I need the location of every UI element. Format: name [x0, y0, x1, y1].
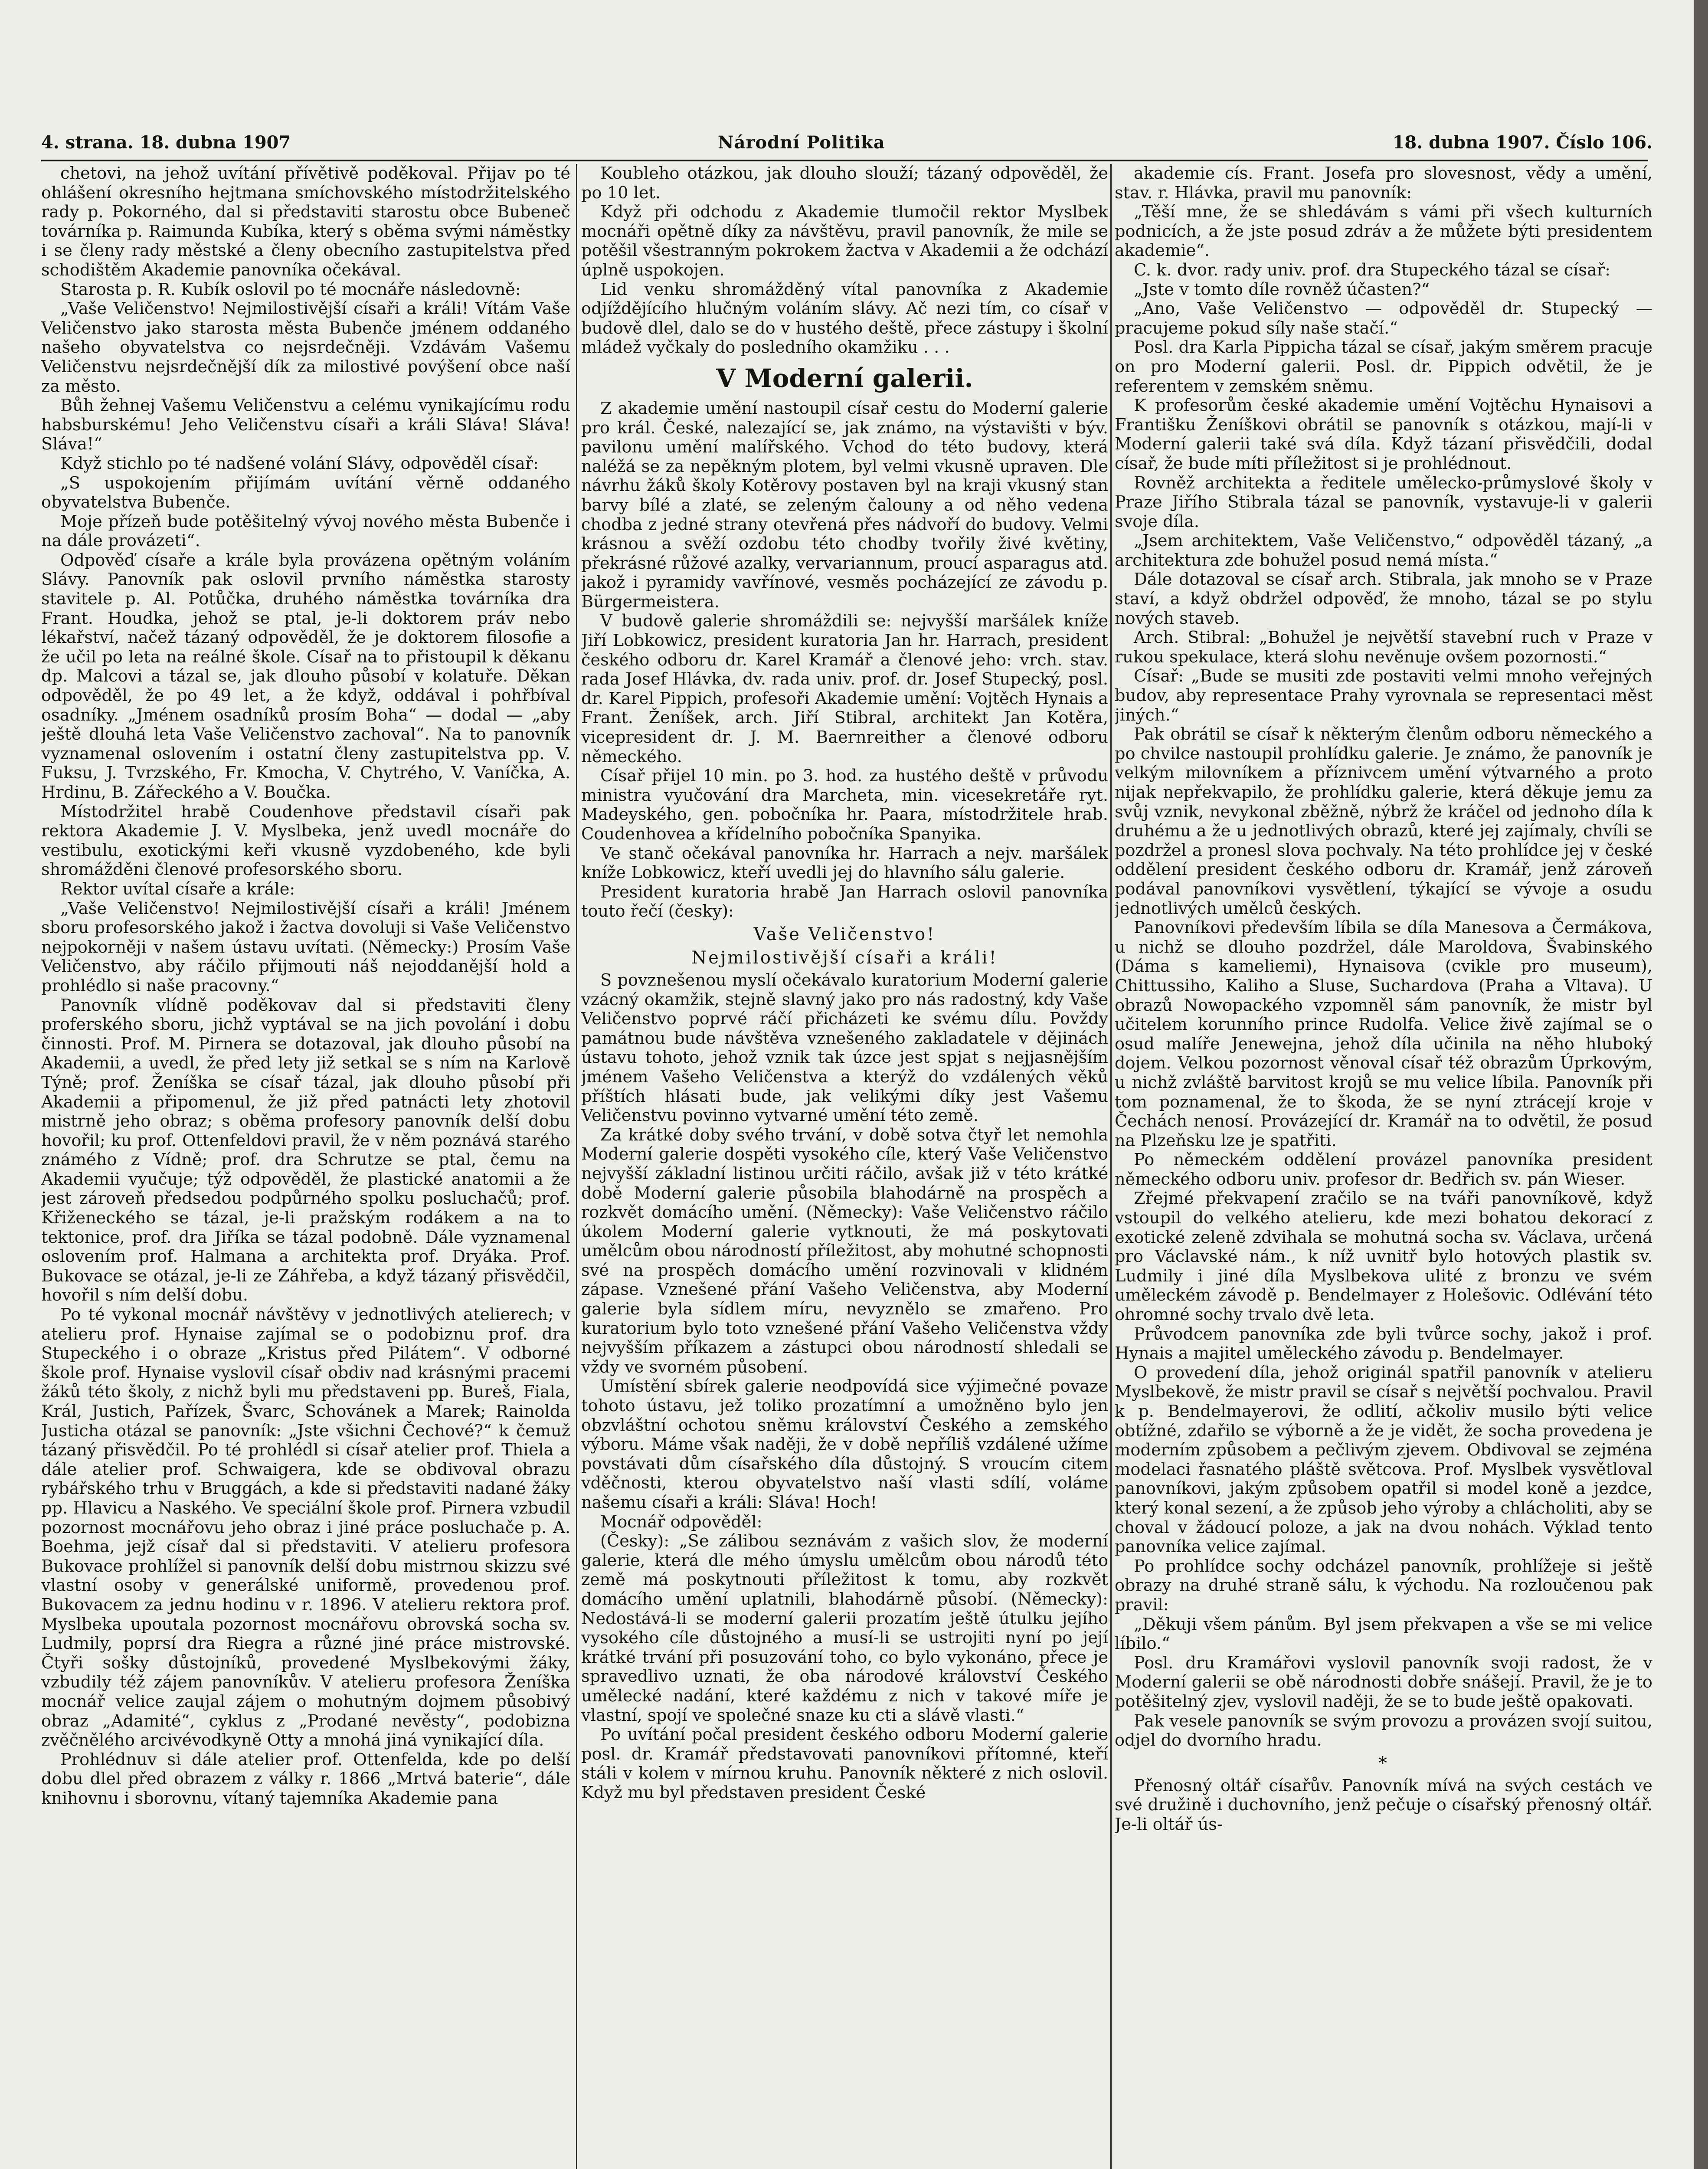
article-paragraph: Místodržitel hrabě Coudenhove představil císaři pak rektora Akademie J. V. Myslbeka, jenž uvedl mocnáře do vestibulu, exotickými keři vkusně vyzdobeného, kde byli shromážděni členové profesorského sboru.: [41, 802, 570, 880]
article-paragraph: Mocnář odpověděl:: [600, 1512, 762, 1532]
article-paragraph: Zřejmé překvapení zračilo se na tváři panovníkově, když vstoupil do velkého atelieru, kde mezi bohatou dekorací z exotické zeleně zdvihala se mohutná socha sv. Václava, určená pro Václavské nám., k níž uvnitř bylo hotových plastik sv. Ludmily i jiné díla Myslbekova ulité z bronzu ve svém uměleckém závodě p. Bendelmayer z Holešovic. Odlévání této ohromné sochy trvalo dvě leta.: [1115, 1189, 1652, 1325]
article-paragraph: Přenosný oltář císařův. Panovník mívá na svých cestách ve své družině i duchovního, jenž pečuje o císařský přenosný oltář. Je-li oltář ús-: [1115, 1776, 1652, 1834]
article-paragraph: Po prohlídce sochy odcházel panovník, prohlížeje si ještě obrazy na druhé straně sálu, k východu. Na rozloučenou pak pravil:: [1115, 1556, 1652, 1615]
article-paragraph: Panovníkovi především líbila se díla Manesova a Čermákova, u nichž se dlouho pozdržel, dále Maroldova, Švabinského (Dáma s kameliemi), Hynaisova (cvikle pro museum), Chittussiho, Kaliho a Sluse, Suchardova (Praha a Vltava). U obrazů Nowopackého vzpomněl sám panovník, že mistr byl učitelem korunního prince Rudolfa. Velice živě zajímal se o osud malíře Jenewejna, jehož díla učinila na něho hluboký dojem. Velkou pozornost věnoval císař též obrazům Úprkovým, u nichž zvláště barvitost krojů se mu velice líbila. Panovník při tom poznamenal, že to škoda, že se nyní ztrácejí kroje v Čechách nenosí. Provázející dr. Kramář na to odvětil, že posud na Plzeňsku lze je spatřiti.: [1115, 918, 1652, 1150]
centered-line: Nejmilostivější císaři a králi!: [691, 947, 998, 968]
article-paragraph: „S uspokojením přijímám uvítání věrně oddaného obyvatelstva Bubenče.: [41, 473, 570, 512]
article-paragraph: Rovněž architekta a ředitele umělecko-průmyslové školy v Praze Jiřího Stibrala tázal se panovník, vystavuje-li v galerii svoje díla.: [1115, 473, 1652, 531]
article-paragraph: Když stichlo po té nadšené volání Slávy, odpověděl císař:: [60, 453, 539, 473]
article-paragraph: Po uvítání počal president českého odboru Moderní galerie posl. dr. Kramář představovati panovníkovi přítomné, kteří stáli v kolem v mírnou kruhu. Panovník některé z nich oslovil. Když mu byl představen president České: [581, 1725, 1108, 1802]
article-paragraph: Dále dotazoval se císař arch. Stibrala, jak mnoho se v Praze staví, a když obdržel odpověď, že mnoho, tázal se po stylu nových staveb.: [1115, 570, 1652, 628]
header-page-date: 4. strana. 18. dubna 1907: [41, 132, 291, 153]
centered-line: Vaše Veličenstvo!: [753, 924, 936, 944]
column-rule: [576, 164, 577, 2169]
article-paragraph: Panovník vlídně poděkovav dal si představiti členy proferského sboru, jichž vyptával se na jich povolání i dobu činnosti. Prof. M. Pirnera se dotazoval, jak dlouho působí na Akademii, a uvedl, že před lety již setkal se s ním na Karlově Týně; prof. Ženíška se císař tázal, jak dlouho působí při Akademii a připomenul, že již před patnácti lety zhotovil mistrně jeho obraz; s oběma profesory panovník delší dobu hovořil; ku prof. Ottenfeldovi pravil, že v něm poznává starého známého z Vídně; prof. dra Schrutze se ptal, čemu na Akademii vyučuje; týž odpověděl, že plastické anatomii a že jest zároveň předsedou podpůrného spolku posluchačů; prof. Křiženeckého se tázal, je-li pražským rodákem a na to tektonice, prof. dra Jiříka se tázal podobně. Dále vyznamenal oslovením prof. Halmana a architekta prof. Dryáka. Prof. Bukovace se otázal, je-li ze Záhřeba, a když tázaný přisvědčil, hovořil s ním delší dobu.: [41, 995, 570, 1305]
article-paragraph: „Těší mne, že se shledávám s vámi při všech kulturních podnicích, a že jste posud zdráv a že můžete býti presidentem akademie“.: [1115, 202, 1652, 261]
page-header: [33, 132, 1652, 159]
article-paragraph: Po německém oddělení provázel panovníka president německého odboru univ. profesor dr. Bedřich sv. pán Wieser.: [1115, 1150, 1652, 1189]
column-rule: [1110, 164, 1112, 2169]
article-paragraph: Prohlédnuv si dále atelier prof. Ottenfelda, kde po delší dobu dlel před obrazem z války r. 1866 „Mrtvá baterie“, dále knihovnu i sborovnu, vítaný tajemníka Akademie pana: [41, 1750, 570, 1808]
article-paragraph: Bůh žehnej Vašemu Veličenstvu a celému vynikajícímu rodu habsburskému! Jeho Veličenstvu císaři a králi Sláva! Sláva! Sláva!“: [41, 396, 570, 454]
article-paragraph: „Vaše Veličenstvo! Nejmilostivější císaři a králi! Vítám Vaše Veličenstvo jako starosta města Bubenče jménem oddaného našeho obyvatelstva co nejsrdečněji. Vzdávám Vašemu Veličenstvu nejsrdečnější dík za milostivé povýšení obce naší za město.: [41, 299, 570, 396]
article-column-1: [41, 164, 570, 2169]
article-paragraph: Posl. dra Karla Pippicha tázal se císař, jakým směrem pracuje on pro Moderní galerii. Posl. dr. Pippich odvětil, že je referentem v zemském sněmu.: [1115, 337, 1652, 396]
article-paragraph: O provedení díla, jehož originál spatřil panovník v atelieru Myslbekově, že mistr pravil se císař s největší pochvalou. Pravil k p. Bendelmayerovi, že odlití, ačkoliv musilo býti velice obtížné, zdařilo se výborně a že je vidět, že socha provedena je moderním způsobem a pečlivým zjevem. Obdivoval se zejména modelaci řasnatého pláště světcova. Prof. Myslbek vysvětloval panovníkovi, jakým způsobem opatřil si model koně a jezdce, který konal sezení, a že způsob jeho výroby a chlácholiti, aby se choval v žádoucí poloze, a jak na dvou nohách. Výklad tento panovníka velice zajímal.: [1115, 1363, 1652, 1557]
article-paragraph: Císař: „Bude se musiti zde postaviti velmi mnoho veřejných budov, aby representace Prahy vyrovnala se representaci měst jiných.“: [1115, 666, 1652, 725]
article-paragraph: akademie cís. Frant. Josefa pro slovesnost, vědy a umění, stav. r. Hlávka, pravil mu panovník:: [1115, 164, 1652, 203]
article-paragraph: Odpověď císaře a krále byla provázena opětným voláním Slávy. Panovník pak oslovil prvního náměstka starosty stavitele p. Al. Potůčka, druhého náměstka továrníka dra Frant. Houdka, jehož se ptal, je-li doktorem práv nebo lékařství, načež tázaný odpověděl, že je doktorem filosofie a že učil po leta na reálné škole. Císař na to přistoupil k děkanu dp. Malcovi a tázal se, jak dlouho působí v kolatuře. Děkan odpověděl, že po 49 let, a že když, oddával i pohřbíval osadníky. „Jménem osadníků prosím Boha“ — dodal — „aby ještě dlouhá leta Vaše Veličenstvo zachoval“. Na to panovník vyznamenal oslovením i ostatní členy zastupitelstva pp. V. Fuksu, J. Tvrzského, Fr. Kmocha, V. Chytrého, V. Vaníčka, A. Hrdinu, B. Zářeckého a V. Boučka.: [41, 550, 570, 802]
article-paragraph: C. k. dvor. rady univ. prof. dra Stupeckého tázal se císař:: [1134, 260, 1611, 280]
article-paragraph: Když při odchodu z Akademie tlumočil rektor Myslbek mocnáři opětně díky za návštěvu, pravil panovník, že mile se potěšil všestranným pokrokem žactva v Akademii a že odchází úplně uspokojen.: [581, 202, 1108, 280]
article-paragraph: Průvodcem panovníka zde byli tvůrce sochy, jakož i prof. Hynais a majitel uměleckého závodu p. Bendelmayer.: [1115, 1324, 1652, 1363]
article-paragraph: Arch. Stibral: „Bohužel je největší stavební ruch v Praze v rukou spekulace, která slohu nevěnuje ovšem pozornosti.“: [1115, 628, 1652, 667]
article-paragraph: Pak obrátil se císař k některým členům odboru německého a po chvilce nastoupil prohlídku galerie. Je známo, že panovník je velkým milovníkem a příznivcem umění výtvarného a proto nijak nepřekvapilo, že prohlídku galerie, která děkuje jemu za svůj vznik, nevykonal zběžně, nýbrž že kráčel od jednoho díla k druhému a že u jednotlivých obrazů, které jej zajímaly, chvíli se pozdržel a pronesl slova pochvaly. Na této prohlídce jej v české oddělení president českého odboru dr. Kramář, jenž zároveň podával panovníkovi vysvětlení, týkající se vývoje a osudu jednotlivých umělců českých.: [1115, 724, 1652, 918]
article-paragraph: „Jste v tomto díle rovněž účasten?“: [1134, 279, 1430, 299]
section-heading: V Moderní galerii.: [716, 363, 973, 393]
header-date-issue: 18. dubna 1907. Číslo 106.: [1392, 132, 1652, 153]
article-paragraph: V budově galerie shromáždili se: nejvyšší maršálek kníže Jiří Lobkowicz, president kuratoria Jan hr. Harrach, president českého odboru dr. Karel Kramář a členové jeho: vrch. stav. rada Josef Hlávka, dv. rada univ. prof. dr. Josef Stupecký, posl. dr. Karel Pippich, profesoři Akademie umění: Vojtěch Hynais a Frant. Ženíšek, arch. Jiří Stibral, architekt Jan Kotěra, vicepresident dr. J. M. Baernreither a členové odboru německého.: [581, 611, 1108, 767]
article-paragraph: Starosta p. R. Kubík oslovil po té mocnáře následovně:: [60, 279, 521, 299]
article-paragraph: Císař přijel 10 min. po 3. hod. za hustého deště v průvodu ministra vyučování dra Marcheta, min. vicesekretáře ryt. Madeyského, gen. pobočníka hr. Paara, místodržitele hrab. Coudenhovea a křídelního pobočníka Spanyika.: [581, 766, 1108, 844]
article-paragraph: Lid venku shromážděný vítal panovníka z Akademie odjíždějícího hlučným voláním slávy. Ač nezi tím, co císař v budově dlel, dalo se do v hustého deště, přece zástupy i školní mládež vyčkaly do posledního okamžiku . . .: [581, 279, 1108, 357]
article-paragraph: Z akademie umění nastoupil císař cestu do Moderní galerie pro král. České, nalezající se, jak známo, na výstavišti v býv. pavilonu umění malířského. Vchod do této budovy, která naléžá se za nepěkným plotem, byl velmi vkusně upraven. Dle návrhu žáků školy Kotěrovy postaven byl na kraji vkusný stan barvy bílé a zlaté, se zeleným čalouny a od něho vedena chodba z jedné strany otevřená přes nádvoří do budovy. Velmi krásnou a svěží ozdobu této chodby tvořily živé květiny, překrásné růžové azalky, vervariannum, proucí asparagus atd. jakož i pyramidy vavřínové, vesměs pocházející ze závodu p. Bürgermeistera.: [581, 398, 1108, 612]
article-paragraph: Koubleho otázkou, jak dlouho slouží; tázaný odpověděl, že po 10 let.: [581, 164, 1108, 203]
article-paragraph: Ve stanč očekával panovníka hr. Harrach a nejv. maršálek kníže Lobkowicz, kteří uvedli jej do hlavního sálu galerie.: [581, 843, 1108, 883]
article-paragraph: K profesorům české akademie umění Vojtěchu Hynaisovi a Františku Ženíškovi obrátil se panovník s otázkou, mají-li v Moderní galerii také svá díla. Když tázaní přisvědčili, dodal císař, že bude míti příležitost si je prohlédnout.: [1115, 396, 1652, 473]
article-paragraph: Pak vesele panovník se svým provozu a provázen svojí suitou, odjel do dvorního hradu.: [1115, 1711, 1652, 1750]
article-paragraph: „Jsem architektem, Vaše Veličenstvo,“ odpověděl tázaný, „a architektura zde bohužel posud nemá místa.“: [1115, 531, 1652, 570]
article-paragraph: „Vaše Veličenstvo! Nejmilostivější císaři a králi! Jménem sboru profesorského jakož i žactva dovoluji si Vaše Veličenstvo nejpokorněji v našem ústavu uvítati. (Německy:) Prosím Vaše Veličenstvo, aby ráčilo přijmouti náš nejoddanější hold a prohlédlo si naše pracovny.“: [41, 898, 570, 996]
article-paragraph: Rektor uvítal císaře a krále:: [60, 879, 295, 899]
centered-line: *: [1378, 1753, 1389, 1773]
article-column-2: [581, 164, 1108, 2169]
article-paragraph: chetovi, na jehož uvítání přívětivě poděkoval. Přijav po té ohlášení okresního hejtmana smíchovského místodržitelského rady p. Pokorného, dal si představiti starostu obce Bubeneč továrníka p. Raimunda Kubíka, který s oběma svými náměstky i se členy rady městské a členy obecního zastupitelstva před schodištěm Akademie panovníka očekával.: [41, 164, 570, 280]
article-paragraph: Posl. dru Kramářovi vyslovil panovník svoji radost, že v Moderní galerii se obě národnosti dobře snášejí. Pravil, že je to potěšitelný zjev, vyslovil naději, že se to bude ještě opakovati.: [1115, 1653, 1652, 1711]
header-rule: [41, 160, 1648, 161]
scan-border: [1694, 0, 1708, 2169]
article-column-3: [1115, 164, 1652, 2169]
article-paragraph: Za krátké doby svého trvání, v době sotva čtyř let nemohla Moderní galerie dospěti vysokého cíle, který Vaše Veličenstvo nejvyšší základní listinou určiti ráčilo, avšak již v této krátké době Moderní galerie působila blahodárně na prospěch a rozkvět domácího umění. (Německy): Vaše Veličenstvo ráčilo úkolem Moderní galerie vytknouti, že má poskytovati umělcům obou národností příležitost, aby mohutné schopnosti své na prospěch domácího umění rozvinovali v klidném zápase. Vznešené přání Vašeho Veličenstva, aby Moderní galerie byla sídlem míru, nevyznělo se zmařeno. Pro kuratorium bylo toto vznešené přání Vašeho Veličenstva vždy nejvyšším příkazem a zástupci obou národností shledali se vždy ve svorném působení.: [581, 1125, 1108, 1377]
article-paragraph: „Ano, Vaše Veličenstvo — odpověděl dr. Stupecký — pracujeme pokud síly naše stačí.“: [1115, 299, 1652, 338]
article-paragraph: Moje přízeň bude potěšitelný vývoj nového města Bubenče i na dále provázeti“.: [41, 511, 570, 551]
article-paragraph: Po té vykonal mocnář návštěvy v jednotlivých atelierech; v atelieru prof. Hynaise zajímal se o podobiznu prof. dra Stupeckého i o obraze „Kristus před Pilátem“. V odborné škole prof. Hynaise vyslovil císař obdiv nad krásnými pracemi žáků této školy, z nichž byli mu představeni pp. Bureš, Fiala, Král, Justich, Pařízek, Švarc, Schovánek a Marek; Rainolda Justicha otázal se panovník: „Jste všichni Čechové?“ k čemuž tázaný přisvědčil. Po té prohlédl si císař atelier prof. Thiela a dále atelier prof. Schwaigera, kde se obdivoval obrazu rybářského trhu v Bruggách, a kde si představiti nadané žáky pp. Hlavicu a Naského. Ve speciální škole prof. Pirnera vzbudil pozornost mocnářovu jeho obraz i jiné práce posluchače p. A. Boehma, jejž císař dal si představiti. V atelieru profesora Bukovace prohlížel si panovník delší dobu mistrnou skizzu své vlastní osoby v generálské uniformě, provedenou prof. Bukovacem za jednu hodinu v r. 1896. V atelieru rektora prof. Myslbeka upoutala pozornost mocnářovu obrovská socha sv. Ludmily, poprsí dra Riegra a různé jiné práce mistrovské. Čtyři sošky důstojníků, provedené Myslbekovými žáky, vzbudily též zájem panovníkův. V atelieru profesora Ženíška mocnář velice zaujal zájem o mohutným dojmem působivý obraz „Adamité“, cyklus z „Prodané nevěsty“, podobizna zvěčnělého arcivévodkyně Otty a mnohá jiná vynikající díla.: [41, 1305, 570, 1750]
article-paragraph: (Česky): „Se zálibou seznávám z vašich slov, že moderní galerie, která dle mého úmyslu umělcům obou národů této země má poskytnouti příležitost k tomu, aby rozkvět domácího umění uplatnili, blahodárně působí. (Německy): Nedostává-li se moderní galerii prozatím ještě útulku jejího vysokého cíle důstojného a musí-li se ustrojiti nyní po její krátké trvání při posuzování toho, co bylo vykonáno, přece je spravedlivo uznati, že oba národové království Českého umělecké nadání, které každému z nich v takové míře je vlastní, spojí ve společné snaze ku cti a slávě vlasti.“: [581, 1531, 1108, 1725]
article-paragraph: „Děkuji všem pánům. Byl jsem překvapen a vše se mi velice líbilo.“: [1115, 1614, 1652, 1654]
masthead-title: Národní Politika: [718, 132, 885, 153]
article-paragraph: Umístění sbírek galerie neodpovídá sice výjimečné povaze tohoto ústavu, jež toliko prozatímní a umožněno bylo jen obzvláštní ochotou sněmu království Českého a zemského výboru. Máme však naději, že v době nepříliš vzdálené užíme povstávati dům císařského díla důstojný. S vroucím citem vděčnosti, kterou obyvatelstvo naší vlasti sdílí, voláme našemu císaři a králi: Sláva! Hoch!: [581, 1376, 1108, 1512]
article-paragraph: S povznešenou myslí očekávalo kuratorium Moderní galerie vzácný okamžik, stejně slavný jako pro nás radostný, kdy Vaše Veličenstvo poprvé ráčí přicházeti ke svému dílu. Povždy památnou bude návštěva vznešeného zakladatele v dějinách ústavu tohoto, jehož vznik tak úzce jest spjat s nejjasnějším jménem Vašeho Veličenstva a kterýž do vzdálených věků příštích hlásati bude, jak velikými díky jest Vašemu Veličenstvu povinno vytvarné umění této země.: [581, 970, 1108, 1126]
article-paragraph: President kuratoria hrabě Jan Harrach oslovil panovníka touto řečí (česky):: [581, 882, 1108, 921]
